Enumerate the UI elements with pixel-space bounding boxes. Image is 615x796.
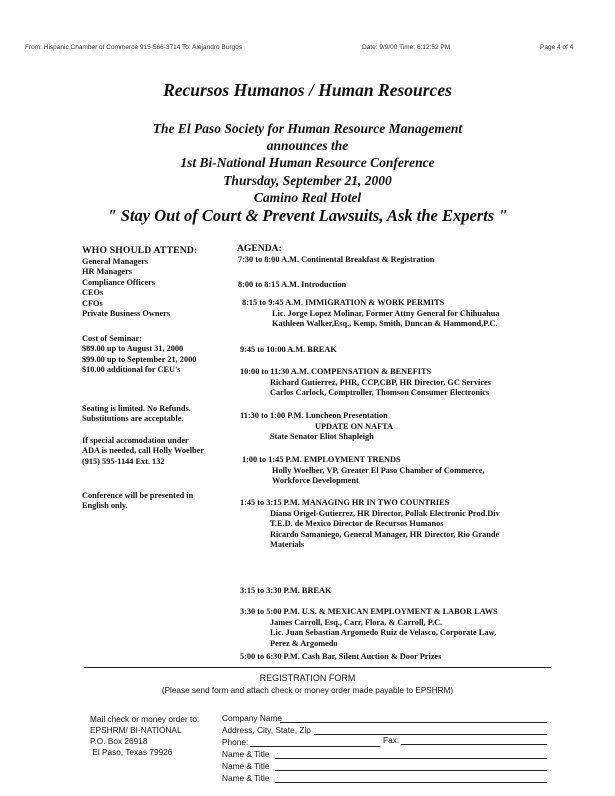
fax-header-from: From: Hispanic Chamber of Commerce 915-566-3714 To: Alejandro Burgos: [25, 44, 243, 51]
announcement-announces: announces the: [266, 138, 349, 154]
agenda-item-time: 1:00 to 1:45 P.M. EMPLOYMENT TRENDS: [242, 455, 401, 464]
registration-subtitle: (Please send form and attach check or money order made payable to EPSHRM): [161, 686, 454, 695]
section-divider: [84, 667, 551, 668]
attendee-item: General Managers: [82, 257, 149, 266]
agenda-item-time: 8:00 to 8:15 A.M. Introduction: [238, 280, 347, 289]
who-should-attend-header: WHO SHOULD ATTEND:: [82, 245, 198, 256]
agenda-speaker: T.E.D. de Mexico Director de Recursos Humanos: [270, 519, 444, 529]
phone-field[interactable]: [250, 746, 380, 747]
attendee-item: CFOs: [82, 298, 103, 308]
attendee-item: CEOs: [82, 288, 104, 298]
agenda-item-time: 3:15 to 3:30 P.M. BREAK: [240, 586, 332, 595]
seating-line: Substitutions are acceptable.: [82, 414, 184, 424]
address-field[interactable]: [314, 734, 547, 735]
name-title-label: Name & Title: [222, 761, 270, 771]
attendee-item: Compliance Officers: [82, 277, 156, 287]
mailing-line: P.O. Box 26918: [90, 736, 148, 746]
address-label: Address, City, State, Zip: [222, 725, 311, 735]
mailing-line: EPSHRM/ BI-NATIONAL: [90, 725, 182, 735]
agenda-speaker: Carlos Carlock, Comptroller, Thomson Consumer Electronics: [270, 388, 490, 398]
seating-line: Seating is limited. No Refunds.: [82, 404, 191, 413]
agenda-item: [240, 586, 331, 597]
language-line: English only.: [82, 501, 128, 511]
announcement-venue: Camino Real Hotel: [253, 189, 362, 205]
cost-line: $89.00 up to August 31, 2000: [82, 344, 184, 354]
announcement: [0, 120, 615, 226]
cost-line: $99.00 up to September 21, 2000: [82, 354, 197, 364]
agenda-item: [242, 298, 500, 330]
name-title-label: Name & Title: [222, 773, 270, 783]
announcement-org: The El Paso Society for Human Resource Management: [152, 121, 463, 136]
announcement-conference: 1st Bi-National Human Resource Conference: [180, 155, 435, 171]
agenda-item: [240, 367, 491, 399]
agenda-speaker: James Carroll, Esq., Carr, Flora, & Carroll, P.C.: [270, 617, 443, 627]
phone-label: Phone:: [222, 737, 249, 747]
agenda-item-time: 7:30 to 8:00 A.M. Continental Breakfast & Registration: [238, 255, 435, 264]
agenda-speaker: UPDATE ON NAFTA: [315, 421, 394, 431]
announcement-tagline: " Stay Out of Court & Prevent Lawsuits, Ask the Experts ": [107, 206, 508, 226]
attendee-item: Private Business Owners: [82, 309, 171, 319]
mailing-line: Mail check or money order to:: [90, 714, 200, 724]
name-title-label: Name & Title: [222, 749, 270, 759]
name-title-field[interactable]: [275, 758, 547, 759]
agenda-item-time: 3:30 to 5:00 P.M. U.S. & MEXICAN EMPLOYMENT & LABOR LAWS: [240, 607, 498, 616]
fax-header-page: Page 4 of 4: [540, 44, 574, 51]
agenda-speaker: Lic. Juan Sebastian Argomedo Ruiz de Velasco, Corporate Law,: [270, 628, 497, 638]
fax-field[interactable]: [401, 744, 547, 745]
agenda-item-time: 9:45 to 10:00 A.M. BREAK: [240, 345, 337, 354]
agenda-speaker: Diana Origel-Gutierrez, HR Director, Pollak Electronic Prod.Div: [270, 508, 500, 518]
mailing-address: [90, 714, 199, 758]
agenda-item: [238, 255, 434, 266]
agenda-item-time: 10:00 to 11:30 A.M. COMPENSATION & BENEFITS: [240, 367, 432, 376]
fax-label: Fax:: [383, 735, 400, 745]
agenda-item: [240, 652, 441, 663]
cost-of-seminar: [82, 334, 196, 376]
who-should-attend: [82, 245, 197, 319]
agenda-item: [240, 607, 498, 649]
agenda-item-time: 11:30 to 1:00 P.M. Luncheon Presentation: [240, 411, 388, 420]
mailing-line: El Paso, Texas 79926: [90, 747, 173, 757]
company-name-label: Company Name: [222, 713, 282, 723]
agenda-speaker: Holly Woelber, VP, Greater El Paso Chamber of Commerce,: [272, 465, 485, 475]
name-title-field[interactable]: [275, 770, 547, 771]
attendee-item: HR Managers: [82, 267, 133, 277]
cost-header: Cost of Seminar:: [82, 334, 142, 343]
announcement-date: Thursday, September 21, 2000: [223, 172, 392, 188]
agenda-item-time: 1:45 to 3:15 P.M. MANAGING HR IN TWO COUNTRIES: [240, 498, 450, 507]
agenda-speaker: State Senator Eliot Shapleigh: [270, 432, 374, 442]
agenda-speaker: Workforce Development: [272, 476, 359, 486]
accommodation-line: ADA is needed, call Holly Woelber: [82, 446, 204, 456]
agenda-speaker: Perez & Argomedo: [270, 638, 338, 648]
language-note: [82, 491, 193, 512]
fax-header-date: Date: 9/9/00 Time: 6:12:52 PM: [362, 44, 451, 51]
agenda-speaker: Richard Gutierrez, PHR, CCP,CBP, HR Director, GC Services: [270, 377, 491, 387]
accommodation-line: If special accomodation under: [82, 436, 189, 445]
registration-title: REGISTRATION FORM: [259, 673, 356, 683]
agenda-item: [240, 411, 393, 443]
agenda-item: [240, 498, 500, 551]
accommodation-phone: (915) 595-1144 Ext. 132: [82, 456, 165, 466]
name-title-field[interactable]: [275, 782, 547, 783]
page-title: Recursos Humanos / Human Resources: [163, 80, 452, 100]
agenda-item-time: 5:00 to 6:30 P.M. Cash Bar, Silent Auction & Door Prizes: [240, 652, 442, 661]
company-name-field[interactable]: [280, 722, 547, 723]
agenda-item: [238, 280, 346, 291]
agenda-item: [240, 345, 337, 356]
agenda-header: AGENDA:: [237, 243, 282, 254]
agenda-speaker: Lic. Jorge Lopez Molinar, Former Attny General for Chihuahua: [272, 308, 500, 318]
agenda-item: [242, 455, 485, 487]
language-line: Conference will be presented in: [82, 491, 194, 500]
accommodation-note: [82, 436, 204, 467]
agenda-item-time: 8:15 to 9:45 A.M. IMMIGRATION & WORK PERMITS: [242, 298, 445, 307]
agenda-speaker: Materials: [270, 540, 305, 550]
cost-line: $10.00 additional for CEU's: [82, 365, 181, 375]
agenda-speaker: Ricardo Samaniego, General Manager, HR Director, Rio Grande: [270, 529, 500, 539]
seating-note: [82, 404, 191, 425]
agenda-speaker: Kathleen Walker,Esq., Kemp, Smith, Duncan & Hammond,P.C.: [272, 319, 498, 329]
